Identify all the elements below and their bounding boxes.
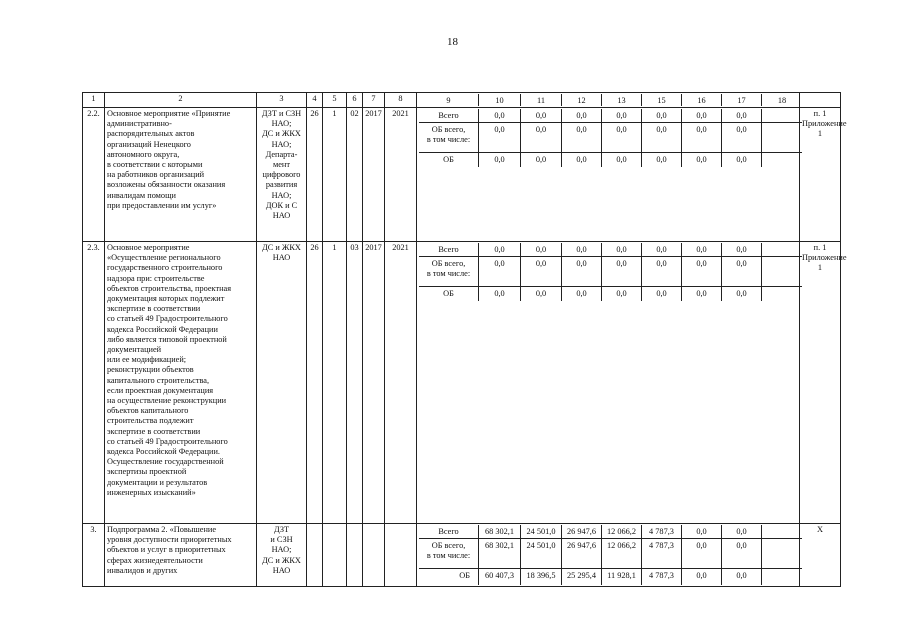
header-cell: 6 (347, 93, 363, 108)
header-row (83, 93, 841, 108)
amount-cell: 4 787,3 (642, 569, 682, 585)
amount-cell: 12 066,2 (602, 525, 642, 539)
executor-cell: ДЗТ и СЗН НАО; ДС и ЖКХ НАО; Дeпарта- мент цифрового развития НАО; ДОК и С НАО (257, 108, 307, 242)
amount-cell: 0,0 (682, 539, 722, 569)
header-cell: 16 (682, 94, 722, 106)
funding-source-label: Всего (419, 525, 479, 539)
amount-cell: 0,0 (521, 153, 562, 167)
amount-cell: 0,0 (642, 257, 682, 287)
amount-cell: 24 501,0 (521, 539, 562, 569)
header-cell: 8 (385, 93, 417, 108)
amount-cell: 60 407,3 (479, 569, 521, 585)
header-cell: 4 (307, 93, 323, 108)
amount-cell: 0,0 (521, 109, 562, 123)
reference-cell: Х (800, 524, 841, 587)
amount-cell: 4 787,3 (642, 539, 682, 569)
amount-cell: 0,0 (562, 109, 602, 123)
program-table (82, 92, 847, 587)
amount-cell: 0,0 (479, 243, 521, 257)
amount-cell: 0,0 (521, 243, 562, 257)
empty-cell (762, 123, 802, 153)
code-cell: 26 (307, 242, 323, 524)
header-cell: 10 (479, 94, 521, 106)
amount-cell: 0,0 (562, 153, 602, 167)
amount-cell: 0,0 (602, 109, 642, 123)
activity-name: Подпрограмма 2. «Повышение уровня доступности приоритетных объектов и услуг в приоритетных сферах жизнедеятельности инвалидов и других (105, 524, 257, 587)
start-year-cell: 2017 (363, 242, 385, 524)
amount-cell: 26 947,6 (562, 525, 602, 539)
amount-cell: 25 295,4 (562, 569, 602, 585)
amount-cell: 0,0 (521, 257, 562, 287)
funding-source-label: Всего (419, 109, 479, 123)
row-number: 2.2. (83, 108, 105, 242)
code-cell: 02 (347, 108, 363, 242)
amount-cell: 0,0 (722, 243, 762, 257)
amount-cell: 0,0 (722, 569, 762, 585)
amount-cell: 0,0 (722, 257, 762, 287)
header-cell (800, 93, 841, 108)
amount-cell: 0,0 (479, 287, 521, 301)
amount-cell: 0,0 (479, 153, 521, 167)
amount-cell: 0,0 (479, 257, 521, 287)
executor-cell: ДС и ЖКХ НАО (257, 242, 307, 524)
amount-cell: 0,0 (562, 287, 602, 301)
amount-cell: 0,0 (602, 287, 642, 301)
code-cell: 1 (323, 242, 347, 524)
amount-cell: 0,0 (682, 525, 722, 539)
amount-cell: 12 066,2 (602, 539, 642, 569)
table-row (83, 242, 841, 524)
amount-cell: 0,0 (521, 287, 562, 301)
row-number: 2.3. (83, 242, 105, 524)
empty-cell (762, 153, 802, 167)
amount-cell: 0,0 (562, 243, 602, 257)
code-cell (323, 524, 347, 587)
empty-cell (762, 287, 802, 301)
activity-name: Основное мероприятие «Принятие административно- распорядительных актов организаций Ненецкого автономного округа, в соответствии с которыми на работников организаций возложены обязанности оказания инвалидам помощи при предоставлении им услуг» (105, 108, 257, 242)
code-cell: 03 (347, 242, 363, 524)
funding-source-label: ОБ (419, 569, 479, 585)
empty-cell (762, 243, 802, 257)
start-year-cell (363, 524, 385, 587)
amount-cell: 0,0 (722, 123, 762, 153)
amount-cell: 0,0 (642, 153, 682, 167)
amount-cell: 0,0 (642, 123, 682, 153)
amount-cell: 0,0 (479, 109, 521, 123)
funding-source-label: ОБ всего, в том числе: (419, 123, 479, 153)
funding-source-label: ОБ всего, в том числе: (419, 539, 479, 569)
reference-cell: п. 1 Приложение 1 (800, 108, 841, 242)
funding-source-label: ОБ (419, 153, 479, 167)
page-number: 18 (447, 36, 458, 48)
empty-cell (762, 569, 802, 585)
amount-cell: 0,0 (682, 243, 722, 257)
amount-cell: 0,0 (722, 539, 762, 569)
amount-cell: 0,0 (722, 109, 762, 123)
header-cell: 9 (419, 94, 479, 106)
amount-cell: 0,0 (562, 257, 602, 287)
amount-cell: 0,0 (562, 123, 602, 153)
header-cell: 7 (363, 93, 385, 108)
amount-cell: 0,0 (722, 525, 762, 539)
empty-cell (762, 257, 802, 287)
amount-cell: 0,0 (682, 569, 722, 585)
amount-cell: 11 928,1 (602, 569, 642, 585)
amount-cell: 24 501,0 (521, 525, 562, 539)
empty-cell (762, 525, 802, 539)
finance-block (417, 524, 800, 587)
code-cell (307, 524, 323, 587)
amount-cell: 0,0 (642, 243, 682, 257)
amount-cell: 0,0 (642, 287, 682, 301)
header-cell: 3 (257, 93, 307, 108)
row-number: 3. (83, 524, 105, 587)
finance-block (417, 242, 800, 524)
header-cell: 2 (105, 93, 257, 108)
amount-cell: 0,0 (682, 123, 722, 153)
header-cell: 1 (83, 93, 105, 108)
start-year-cell: 2017 (363, 108, 385, 242)
amount-cell: 0,0 (682, 109, 722, 123)
header-cell: 17 (722, 94, 762, 106)
code-cell (347, 524, 363, 587)
amount-cell: 0,0 (722, 153, 762, 167)
end-year-cell (385, 524, 417, 587)
amount-cell: 0,0 (722, 287, 762, 301)
amount-cell: 0,0 (602, 123, 642, 153)
amount-cell: 0,0 (642, 109, 682, 123)
header-cell: 12 (562, 94, 602, 106)
table-row (83, 108, 841, 242)
amount-cell: 68 302,1 (479, 539, 521, 569)
amount-cell: 0,0 (602, 153, 642, 167)
amount-cell: 0,0 (521, 123, 562, 153)
code-cell: 1 (323, 108, 347, 242)
amount-cell: 26 947,6 (562, 539, 602, 569)
funding-source-label: ОБ всего, в том числе: (419, 257, 479, 287)
amount-cell: 4 787,3 (642, 525, 682, 539)
executor-cell: ДЗТ и СЗН НАО; ДС и ЖКХ НАО (257, 524, 307, 587)
amount-cell: 0,0 (602, 257, 642, 287)
amount-cell: 0,0 (682, 257, 722, 287)
header-cell: 5 (323, 93, 347, 108)
table-row (83, 524, 841, 587)
header-cell: 13 (602, 94, 642, 106)
amount-cell: 68 302,1 (479, 525, 521, 539)
code-cell: 26 (307, 108, 323, 242)
amount-cell: 0,0 (479, 123, 521, 153)
reference-cell: п. 1 Приложение 1 (800, 242, 841, 524)
funding-source-label: ОБ (419, 287, 479, 301)
header-cell: 11 (521, 94, 562, 106)
empty-cell (762, 539, 802, 569)
activity-name: Основное мероприятие «Осуществление регионального государственного строительного надзора при: строительстве объектов строительства, проектная документация которых подлежит экспертизе в соответствии со статьей 49 Градостроительного кодекса Российской Федерации либо является типовой проектной документацией или ее модификацией; реконструкции объектов капитального строительства, если проектная документация на осуществление реконструкции объектов капитального строительства подлежит экспертизе в соответствии со статьей 49 Градостроительного кодекса Российской Федерации. Осуществление государственной экспертизы проектной документации и результатов инженерных изысканий» (105, 242, 257, 524)
header-cell: 18 (777, 96, 787, 105)
finance-block (417, 108, 800, 242)
header-cell: 15 (642, 94, 682, 106)
empty-cell (762, 109, 802, 123)
amount-cell: 18 396,5 (521, 569, 562, 585)
end-year-cell: 2021 (385, 242, 417, 524)
header-finance-group (417, 93, 800, 108)
amount-cell: 0,0 (682, 153, 722, 167)
amount-cell: 0,0 (602, 243, 642, 257)
amount-cell: 0,0 (682, 287, 722, 301)
funding-source-label: Всего (419, 243, 479, 257)
end-year-cell: 2021 (385, 108, 417, 242)
